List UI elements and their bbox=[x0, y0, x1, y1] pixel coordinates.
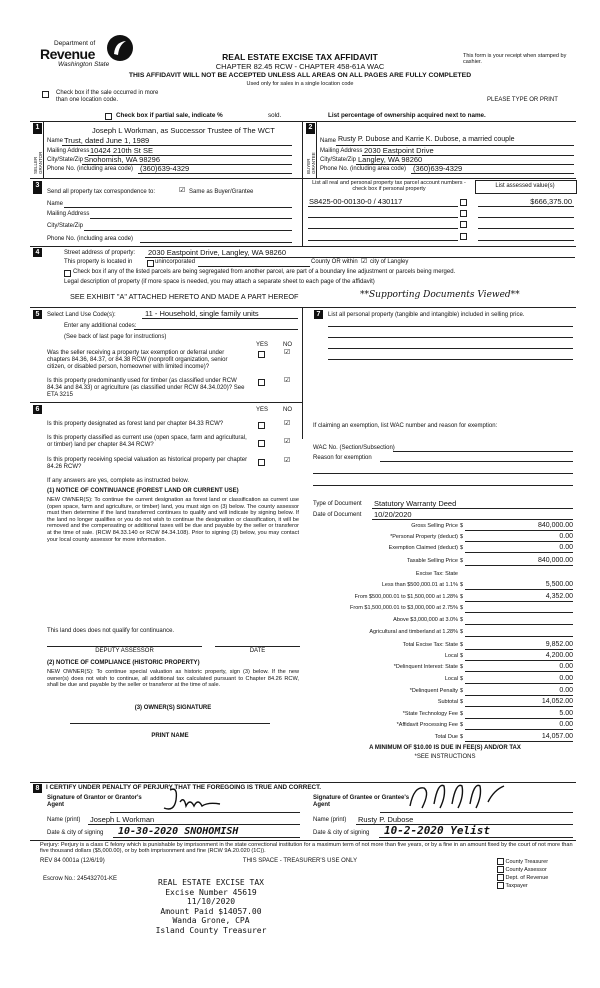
tax-row-rule bbox=[465, 695, 573, 696]
copy-dept-revenue: Dept. of Revenue bbox=[497, 874, 577, 882]
tax-row bbox=[313, 581, 573, 590]
tax-row bbox=[313, 687, 573, 696]
additional-codes-rule bbox=[134, 329, 298, 330]
stamp-line-5: Wanda Grone, CPA bbox=[172, 916, 250, 925]
tax-row-value: 0.00 bbox=[559, 687, 573, 694]
tax-row-rule bbox=[465, 552, 573, 553]
tax-row-label: Less than $500,000.01 at 1.1% bbox=[381, 582, 458, 588]
tax-row bbox=[313, 604, 573, 613]
grantee-date-rule bbox=[379, 837, 573, 838]
owner-signature-label: (3) OWNER(S) SIGNATURE bbox=[134, 705, 212, 711]
street-rule bbox=[145, 257, 575, 258]
tax-row-value: 0.00 bbox=[559, 663, 573, 670]
grantor-sig-label: Signature of Grantor or Grantor's Agent bbox=[47, 795, 142, 808]
buyer-city: Langley, WA 98260 bbox=[358, 155, 423, 164]
perjury-statement: Perjury: Perjury is a class C felony which is punishable by imprisonment in the state correctional institution for a maximum term of not more than five years, or by a fine in an amount fixed by the court of not more than five thousand dollars ($5,000.00), or by both imprisonment and fine (RCW 9A.20.020 (1C)). bbox=[40, 842, 573, 855]
tax-row-dollar: $ bbox=[460, 664, 464, 670]
parcel-header: List all real and personal property tax parcel account numbers - check box if personal property bbox=[312, 180, 466, 192]
tax-row bbox=[313, 616, 573, 625]
county-or-label: County OR within bbox=[311, 259, 358, 265]
tax-row-rule bbox=[465, 671, 573, 672]
frame-line bbox=[30, 178, 576, 179]
tax-row-dollar: $ bbox=[460, 688, 464, 694]
dor-logo bbox=[40, 34, 135, 70]
same-as-buyer-label: Same as Buyer/Grantee bbox=[189, 189, 254, 195]
personal-property-checkbox[interactable] bbox=[460, 221, 467, 228]
tax-row-rule bbox=[465, 729, 573, 730]
wac-rule bbox=[393, 451, 573, 452]
grantor-signature bbox=[150, 786, 250, 814]
tax-row bbox=[313, 557, 573, 566]
assessed-header: List assessed value(s) bbox=[495, 183, 555, 189]
tax-row-label: Local bbox=[444, 676, 458, 682]
copy-county-treasurer: County Treasurer bbox=[497, 858, 577, 866]
grantee-date-label: Date & city of signing bbox=[313, 830, 370, 836]
tax-row-rule bbox=[465, 718, 573, 719]
legal-desc-label: Legal description of property (if more space is needed, you may attach a separate sheet to each page of the affidavit) bbox=[64, 279, 375, 285]
multi-location-label: Check box if the sale occurred in more than one location code. bbox=[56, 90, 159, 103]
tax-row-dollar: $ bbox=[460, 605, 464, 611]
exemption-label: If claiming an exemption, list WAC number and reason for exemption: bbox=[313, 423, 498, 429]
copy-taxpayer: Taxpayer bbox=[497, 882, 577, 890]
tax-row-label: *Delinquent Interest: State bbox=[393, 664, 458, 670]
section-1-badge: 1 bbox=[33, 123, 42, 134]
tax-row-rule bbox=[465, 565, 573, 566]
parcel-rule-4 bbox=[308, 240, 458, 241]
s6-yes-header: YES bbox=[256, 407, 269, 413]
logo-revenue: Revenue bbox=[40, 46, 95, 62]
s7-divider bbox=[302, 307, 303, 439]
s5-q1-yes-checkbox[interactable] bbox=[258, 351, 265, 358]
form-title: REAL ESTATE EXCISE TAX AFFIDAVIT bbox=[222, 52, 378, 62]
notice2-body: NEW OWNER(S): To continue special valuation as historic property, sign (3) below. If the new owner(s) does not wish to continue, all additional tax calculated pursuant to Chapter 84.26 RCW, shall be due and payable by the seller or transferor at the time of sale. bbox=[47, 669, 299, 689]
notice1-title: (1) NOTICE OF CONTINUANCE (FOREST LAND OR CURRENT USE) bbox=[47, 488, 239, 494]
stamp-line-3: 11/10/2020 bbox=[186, 897, 236, 906]
tax-row-label: Taxable Selling Price bbox=[406, 558, 458, 564]
seller-name-line2: Trust, dated June 1, 1989 bbox=[64, 136, 150, 145]
s3-mailing-rule bbox=[90, 218, 292, 219]
tax-row-dollar: $ bbox=[460, 545, 464, 551]
unincorporated-checkbox[interactable] bbox=[147, 260, 154, 267]
tax-row-dollar: $ bbox=[460, 558, 464, 564]
tax-row-dollar: $ bbox=[460, 711, 464, 717]
grantor-name: Joseph L Workman bbox=[90, 815, 155, 824]
tax-row-label: Total Due bbox=[434, 734, 458, 740]
frame-line bbox=[30, 402, 302, 403]
tax-row bbox=[313, 593, 573, 602]
tax-row bbox=[313, 652, 573, 661]
seller-phone-label: Phone No. (including area code) bbox=[47, 166, 134, 172]
escrow-number: Escrow No.: 245432701-KE bbox=[43, 876, 118, 882]
street-address: 2030 Eastpoint Drive, Langley, WA 98260 bbox=[148, 248, 287, 257]
frame-line bbox=[30, 121, 576, 122]
frame-line bbox=[30, 840, 576, 841]
personal-prop-rule-1 bbox=[328, 326, 573, 327]
tax-row-label: *Affidavit Processing Fee bbox=[396, 722, 458, 728]
tax-row-label: Total Excise Tax: State bbox=[402, 642, 458, 648]
deputy-assessor-label: DEPUTY ASSESSOR bbox=[95, 648, 154, 654]
s6-q3-yes-checkbox[interactable] bbox=[258, 459, 265, 466]
personal-prop-rule-2 bbox=[328, 337, 573, 338]
tax-row bbox=[313, 663, 573, 672]
tax-row-dollar: $ bbox=[460, 722, 464, 728]
buyer-city-label: City/State/Zip bbox=[320, 157, 357, 163]
tax-row-rule bbox=[465, 706, 573, 707]
s3-phone-rule bbox=[140, 242, 292, 243]
tax-row-rule bbox=[465, 636, 573, 637]
s5-no-header: NO bbox=[283, 342, 292, 348]
seller-phone-rule bbox=[138, 173, 292, 174]
section-8-badge: 8 bbox=[33, 784, 42, 793]
type-print-note: PLEASE TYPE OR PRINT bbox=[487, 97, 558, 103]
buyer-city-rule bbox=[356, 164, 574, 165]
rev-number: REV 84 0001a (12/6/19) bbox=[40, 858, 105, 864]
send-correspondence-label: Send all property tax correspondence to: bbox=[47, 189, 156, 195]
form-warning: THIS AFFIDAVIT WILL NOT BE ACCEPTED UNLESS ALL AREAS ON ALL PAGES ARE FULLY COMPLETED bbox=[128, 72, 472, 79]
parcel-rule-1 bbox=[308, 206, 458, 207]
s3-divider bbox=[302, 178, 303, 246]
segregated-checkbox[interactable] bbox=[64, 270, 71, 277]
seller-name-label: Name bbox=[47, 138, 64, 144]
tax-row-value: 5,500.00 bbox=[545, 581, 573, 588]
notice1-body: NEW OWNER(S): To continue the current designation as forest land or classification as current use (open space, farm and agriculture, or timber) land, you must sign on (3) below. The county assessor must then determine if the land transferred continues to qualify and will indicate by signing below. If the land no longer qualifies or you do not wish to continue the designation or classification, it will be removed and the compensating or additional taxes will be due and payable by the seller or transferor at the time of sale. (RCW 84.33.140 or RCW 84.34.108). Prior to signing (3) below, you may contact your local county assessor for more information. bbox=[47, 497, 299, 543]
stamp-line-6: Island County Treasurer bbox=[155, 925, 267, 935]
logo-dept-line: Department of bbox=[54, 40, 96, 47]
s6-q2-no-checkbox[interactable]: ☑ bbox=[284, 437, 291, 445]
doc-type-label: Type of Document bbox=[313, 501, 362, 507]
unincorporated-label: unincorporated bbox=[155, 259, 196, 265]
tax-row-rule bbox=[465, 683, 573, 684]
grantor-date-label: Date & city of signing bbox=[47, 830, 104, 836]
form-chapter: CHAPTER 82.45 RCW - CHAPTER 458-61A WAC bbox=[215, 62, 385, 71]
located-label: This property is located in bbox=[64, 259, 133, 265]
s3-city-label: City/State/Zip bbox=[47, 223, 84, 229]
seller-name-line1: Joseph L Workman, as Successor Trustee of The WCT bbox=[92, 126, 275, 135]
tax-row-value: 5.00 bbox=[559, 710, 573, 717]
tax-row-dollar: $ bbox=[460, 582, 464, 588]
tax-row bbox=[313, 721, 573, 730]
stamp-line-2: Excise Number 45619 bbox=[165, 887, 257, 897]
tax-row-rule bbox=[465, 660, 573, 661]
doc-date-rule bbox=[372, 519, 573, 520]
buyer-mailing-label: Mailing Address bbox=[320, 148, 363, 154]
buyer-left-border bbox=[302, 122, 303, 178]
tax-row-dollar: $ bbox=[460, 534, 464, 540]
print-name-label: PRINT NAME bbox=[151, 733, 189, 739]
tax-row bbox=[313, 675, 573, 684]
s6-question-3: Is this property receiving special valuation as historical property per chapter 84.26 RCW? bbox=[47, 457, 248, 470]
tax-row-value: 9,852.00 bbox=[545, 641, 573, 648]
buyer-mailing: 2030 Eastpoint Drive bbox=[364, 146, 434, 155]
seller-mailing: 10424 210th St SE bbox=[90, 146, 153, 155]
tax-row-value: 4,200.00 bbox=[545, 652, 573, 659]
deputy-date-label: DATE bbox=[249, 648, 266, 654]
tax-row-dollar: $ bbox=[460, 642, 464, 648]
s3-city-rule bbox=[84, 230, 292, 231]
doc-type: Statutory Warranty Deed bbox=[374, 499, 457, 508]
tax-row-rule bbox=[465, 624, 573, 625]
frame-line bbox=[30, 246, 576, 247]
seller-divider bbox=[43, 122, 44, 178]
treasurer-stamp bbox=[146, 878, 276, 935]
personal-property-checkbox[interactable] bbox=[460, 210, 467, 217]
tax-row-label: Above $3,000,000 at 3.0% bbox=[393, 617, 458, 623]
parcel-number: S8425-00-00130-0 / 430117 bbox=[309, 197, 403, 206]
grantor-name-rule bbox=[88, 824, 300, 825]
ownership-note: List percentage of ownership acquired next to name. bbox=[328, 112, 486, 119]
grantor-name-label: Name (print) bbox=[47, 817, 81, 823]
buyer-divider bbox=[316, 122, 317, 178]
grantee-date-city: 10-2-2020 Yelist bbox=[384, 824, 490, 837]
partial-sale-checkbox[interactable] bbox=[105, 113, 112, 120]
see-instructions-note: *SEE INSTRUCTIONS bbox=[414, 754, 476, 760]
stamp-line-1: REAL ESTATE EXCISE TAX bbox=[158, 878, 264, 887]
tax-row-label: *Personal Property (deduct) bbox=[390, 534, 458, 540]
buyer-name: Rusty P. Dubose and Karrie K. Dubose, a married couple bbox=[338, 136, 515, 143]
tax-row-dollar: $ bbox=[460, 594, 464, 600]
minimum-due-note: A MINIMUM OF $10.00 IS DUE IN FEE(S) AND/OR TAX bbox=[369, 745, 521, 751]
buyer-name-label: Name bbox=[320, 138, 337, 144]
reason-rule-2 bbox=[313, 473, 573, 474]
s6-question-2: Is this property classified as current use (open space, farm and agricultural, or timber) land per chapter 84.34 RCW? bbox=[47, 435, 247, 448]
assessed-rule-1 bbox=[478, 206, 574, 207]
same-as-buyer-checkbox[interactable]: ☑ bbox=[179, 186, 186, 194]
s5-q2-yes-checkbox[interactable] bbox=[258, 379, 265, 386]
s6-no-header: NO bbox=[283, 407, 292, 413]
multi-location-checkbox[interactable] bbox=[42, 91, 49, 98]
grantee-sig-rule bbox=[380, 812, 573, 813]
reason-rule-3 bbox=[313, 485, 573, 486]
s6-q2-yes-checkbox[interactable] bbox=[258, 440, 265, 447]
section-7-badge: 7 bbox=[314, 310, 323, 319]
certify-statement: I CERTIFY UNDER PENALTY OF PERJURY THAT THE FOREGOING IS TRUE AND CORRECT. bbox=[46, 784, 321, 791]
personal-property-checkbox[interactable] bbox=[460, 233, 467, 240]
tax-row bbox=[313, 522, 573, 531]
grantor-date-rule bbox=[113, 837, 300, 838]
s6-q1-no-checkbox[interactable]: ☑ bbox=[284, 419, 291, 427]
city-checkbox[interactable]: ☑ bbox=[361, 257, 368, 265]
s5-yes-header: YES bbox=[256, 342, 269, 348]
tax-row-value: 0.00 bbox=[559, 544, 573, 551]
tax-row-value: 0.00 bbox=[559, 533, 573, 540]
county-rule bbox=[198, 266, 310, 267]
section-3-badge: 3 bbox=[33, 181, 42, 194]
doc-type-rule bbox=[372, 508, 573, 509]
tax-row-label: Subtotal bbox=[437, 699, 458, 705]
tax-row-label: Excise Tax: State bbox=[415, 571, 458, 577]
tax-row-label: Local bbox=[444, 653, 458, 659]
stamp-line-4: Amount Paid $14057.00 bbox=[160, 906, 262, 916]
used-only-note: Used only for sales in a single location code bbox=[246, 81, 354, 87]
s6-question-1: Is this property designated as forest land per chapter 84.33 RCW? bbox=[47, 421, 224, 427]
wac-label: WAC No. (Section/Subsection) bbox=[313, 445, 395, 451]
tax-row-dollar: $ bbox=[460, 617, 464, 623]
tax-row-value: 14,052.00 bbox=[541, 698, 573, 705]
grantee-sig-label: Signature of Grantee or Grantee's Agent bbox=[313, 795, 410, 808]
tax-row-value: 14,057.00 bbox=[541, 733, 573, 740]
frame-line bbox=[30, 307, 576, 308]
doc-date-label: Date of Document bbox=[313, 512, 362, 518]
tax-row bbox=[313, 570, 573, 579]
tax-row-label: *State Technology Fee bbox=[402, 711, 458, 717]
tax-row bbox=[313, 641, 573, 650]
personal-prop-rule-3 bbox=[328, 348, 573, 349]
seller-city-label: City/State/Zip bbox=[47, 157, 84, 163]
seller-phone: (360)639-4329 bbox=[140, 164, 190, 173]
tax-row-rule bbox=[465, 601, 573, 602]
grantee-signature bbox=[400, 780, 520, 814]
tax-row-rule bbox=[465, 541, 573, 542]
assessed-value: $666,375.00 bbox=[530, 197, 572, 206]
tax-row-label: Gross Selling Price bbox=[411, 523, 458, 529]
s5-question-2: Is this property predominantly used for timber (as classified under RCW 84.34 and 84.33) or agriculture (as classified under RCW 84.34.020)? See ETA 3215 bbox=[47, 378, 245, 398]
land-use-code: 11 - Household, single family units bbox=[145, 309, 259, 318]
tax-row-rule bbox=[465, 649, 573, 650]
dor-swoosh-icon bbox=[106, 34, 134, 62]
tax-row-rule bbox=[465, 741, 573, 742]
partial-sale-sold: sold. bbox=[268, 112, 282, 119]
logo-state: Washington State bbox=[58, 61, 110, 68]
buyer-side-label: BUYER GRANTEE bbox=[306, 152, 316, 174]
buyer-phone-label: Phone No. (including area code) bbox=[320, 166, 407, 172]
exhibit-reference: SEE EXHIBIT "A" ATTACHED HERETO AND MADE A PART HEREOF bbox=[70, 292, 299, 301]
assessed-rule-3 bbox=[478, 228, 574, 229]
section-6-badge: 6 bbox=[33, 405, 42, 414]
tax-row-rule bbox=[465, 530, 573, 531]
supporting-docs-stamp: **Supporting Documents Viewed** bbox=[360, 290, 520, 300]
seller-city: Snohomish, WA 98296 bbox=[84, 155, 161, 164]
tax-row bbox=[313, 628, 573, 637]
notice2-title: (2) NOTICE OF COMPLIANCE (HISTORIC PROPERTY) bbox=[47, 660, 200, 666]
grantee-name-label: Name (print) bbox=[313, 817, 347, 823]
tax-row-value: 840,000.00 bbox=[537, 522, 573, 529]
tax-row-dollar: $ bbox=[460, 653, 464, 659]
reason-label: Reason for exemption bbox=[313, 455, 372, 461]
seller-mailing-label: Mailing Address bbox=[47, 148, 90, 154]
tax-row bbox=[313, 710, 573, 719]
tax-row bbox=[313, 533, 573, 542]
reason-rule-1 bbox=[380, 461, 573, 462]
additional-codes-label: Enter any additional codes: bbox=[64, 323, 137, 329]
grantor-sig-rule bbox=[110, 812, 300, 813]
s3-name-label: Name bbox=[47, 201, 64, 207]
tax-row-value: 0.00 bbox=[559, 721, 573, 728]
personal-prop-rule-4 bbox=[328, 359, 573, 360]
tax-row-rule bbox=[465, 612, 573, 613]
tax-row-label: Agricultural and timberland at 1.28% bbox=[369, 629, 458, 635]
personal-property-checkbox[interactable] bbox=[460, 199, 467, 206]
land-use-label: Select Land Use Code(s): bbox=[47, 312, 116, 318]
copy-distribution bbox=[497, 858, 577, 890]
grantor-date-city: 10-30-2020 SNOHOMISH bbox=[118, 826, 239, 837]
personal-prop-label: List all personal property (tangible and intangible) included in selling price. bbox=[328, 312, 525, 318]
s5-question-1: Was the seller receiving a property tax exemption or deferral under chapters 84.36, 84.37, or 84.38 RCW (nonprofit organization, senior citizen, or disabled person, homeowner with limited income)? bbox=[47, 350, 228, 370]
parcel-rule-2 bbox=[308, 217, 458, 218]
receipt-note: This form is your receipt when stamped by cashier. bbox=[463, 53, 567, 65]
s6-q1-yes-checkbox[interactable] bbox=[258, 422, 265, 429]
print-name-rule bbox=[70, 723, 270, 724]
tax-row-value: 840,000.00 bbox=[537, 557, 573, 564]
section-2-badge: 2 bbox=[306, 123, 315, 134]
assessed-rule-2 bbox=[478, 217, 574, 218]
segregated-label: Check box if any of the listed parcels are being segregated from another parcel, are part of a boundary line adjustment or parcels being merged. bbox=[73, 269, 456, 275]
s3-phone-label: Phone No. (including area code) bbox=[47, 236, 134, 242]
street-label: Street address of property: bbox=[64, 250, 136, 256]
tax-row-dollar: $ bbox=[460, 676, 464, 682]
parcel-rule-3 bbox=[308, 228, 458, 229]
city-of-label: city of Langley bbox=[370, 259, 409, 265]
see-back-note: (See back of last page for instructions) bbox=[64, 334, 167, 340]
tax-row-label: *Delinquent Penalty bbox=[409, 688, 458, 694]
deputy-rule bbox=[47, 646, 202, 647]
tax-row-label: Exemption Claimed (deduct) bbox=[388, 545, 458, 551]
tax-row-dollar: $ bbox=[460, 629, 464, 635]
tax-row bbox=[313, 733, 573, 742]
tax-row-label: From $500,000.01 to $1,500,000 at 1.28% bbox=[354, 594, 458, 600]
s5-q2-no-checkbox[interactable]: ☑ bbox=[284, 376, 291, 384]
tax-row-dollar: $ bbox=[460, 734, 464, 740]
buyer-phone: (360)639-4329 bbox=[413, 164, 463, 173]
tax-row-value: 0.00 bbox=[559, 675, 573, 682]
qualify-statement: This land does does not qualify for continuance. bbox=[47, 628, 175, 634]
s6-q3-no-checkbox[interactable]: ☑ bbox=[284, 456, 291, 464]
s3-mailing-label: Mailing Address bbox=[47, 211, 90, 217]
s6-if-yes: If any answers are yes, complete as instructed below. bbox=[47, 478, 190, 484]
tax-row-value: 4,352.00 bbox=[545, 593, 573, 600]
section-5-badge: 5 bbox=[33, 310, 42, 319]
tax-row-rule bbox=[465, 589, 573, 590]
assessed-rule-4 bbox=[478, 240, 574, 241]
s5-q1-no-checkbox[interactable]: ☑ bbox=[284, 348, 291, 356]
section-4-badge: 4 bbox=[33, 248, 42, 257]
tax-row-dollar: $ bbox=[460, 699, 464, 705]
tax-row-dollar: $ bbox=[460, 523, 464, 529]
treasurer-use-label: THIS SPACE - TREASURER'S USE ONLY bbox=[242, 858, 358, 864]
copy-county-assessor: County Assessor bbox=[497, 866, 577, 874]
doc-date: 10/20/2020 bbox=[374, 510, 412, 519]
tax-row bbox=[313, 544, 573, 553]
land-use-rule bbox=[142, 318, 298, 319]
s3-name-rule bbox=[64, 207, 292, 208]
deputy-date-rule bbox=[215, 646, 300, 647]
tax-row-label: From $1,500,000.01 to $3,000,000 at 2.75% bbox=[350, 605, 458, 611]
partial-sale-label: Check box if partial sale, indicate % bbox=[116, 112, 223, 119]
buyer-phone-rule bbox=[411, 173, 574, 174]
tax-row bbox=[313, 698, 573, 707]
seller-side-label: SELLER GRANTOR bbox=[33, 151, 43, 174]
grantee-name: Rusty P. Dubose bbox=[358, 815, 414, 824]
